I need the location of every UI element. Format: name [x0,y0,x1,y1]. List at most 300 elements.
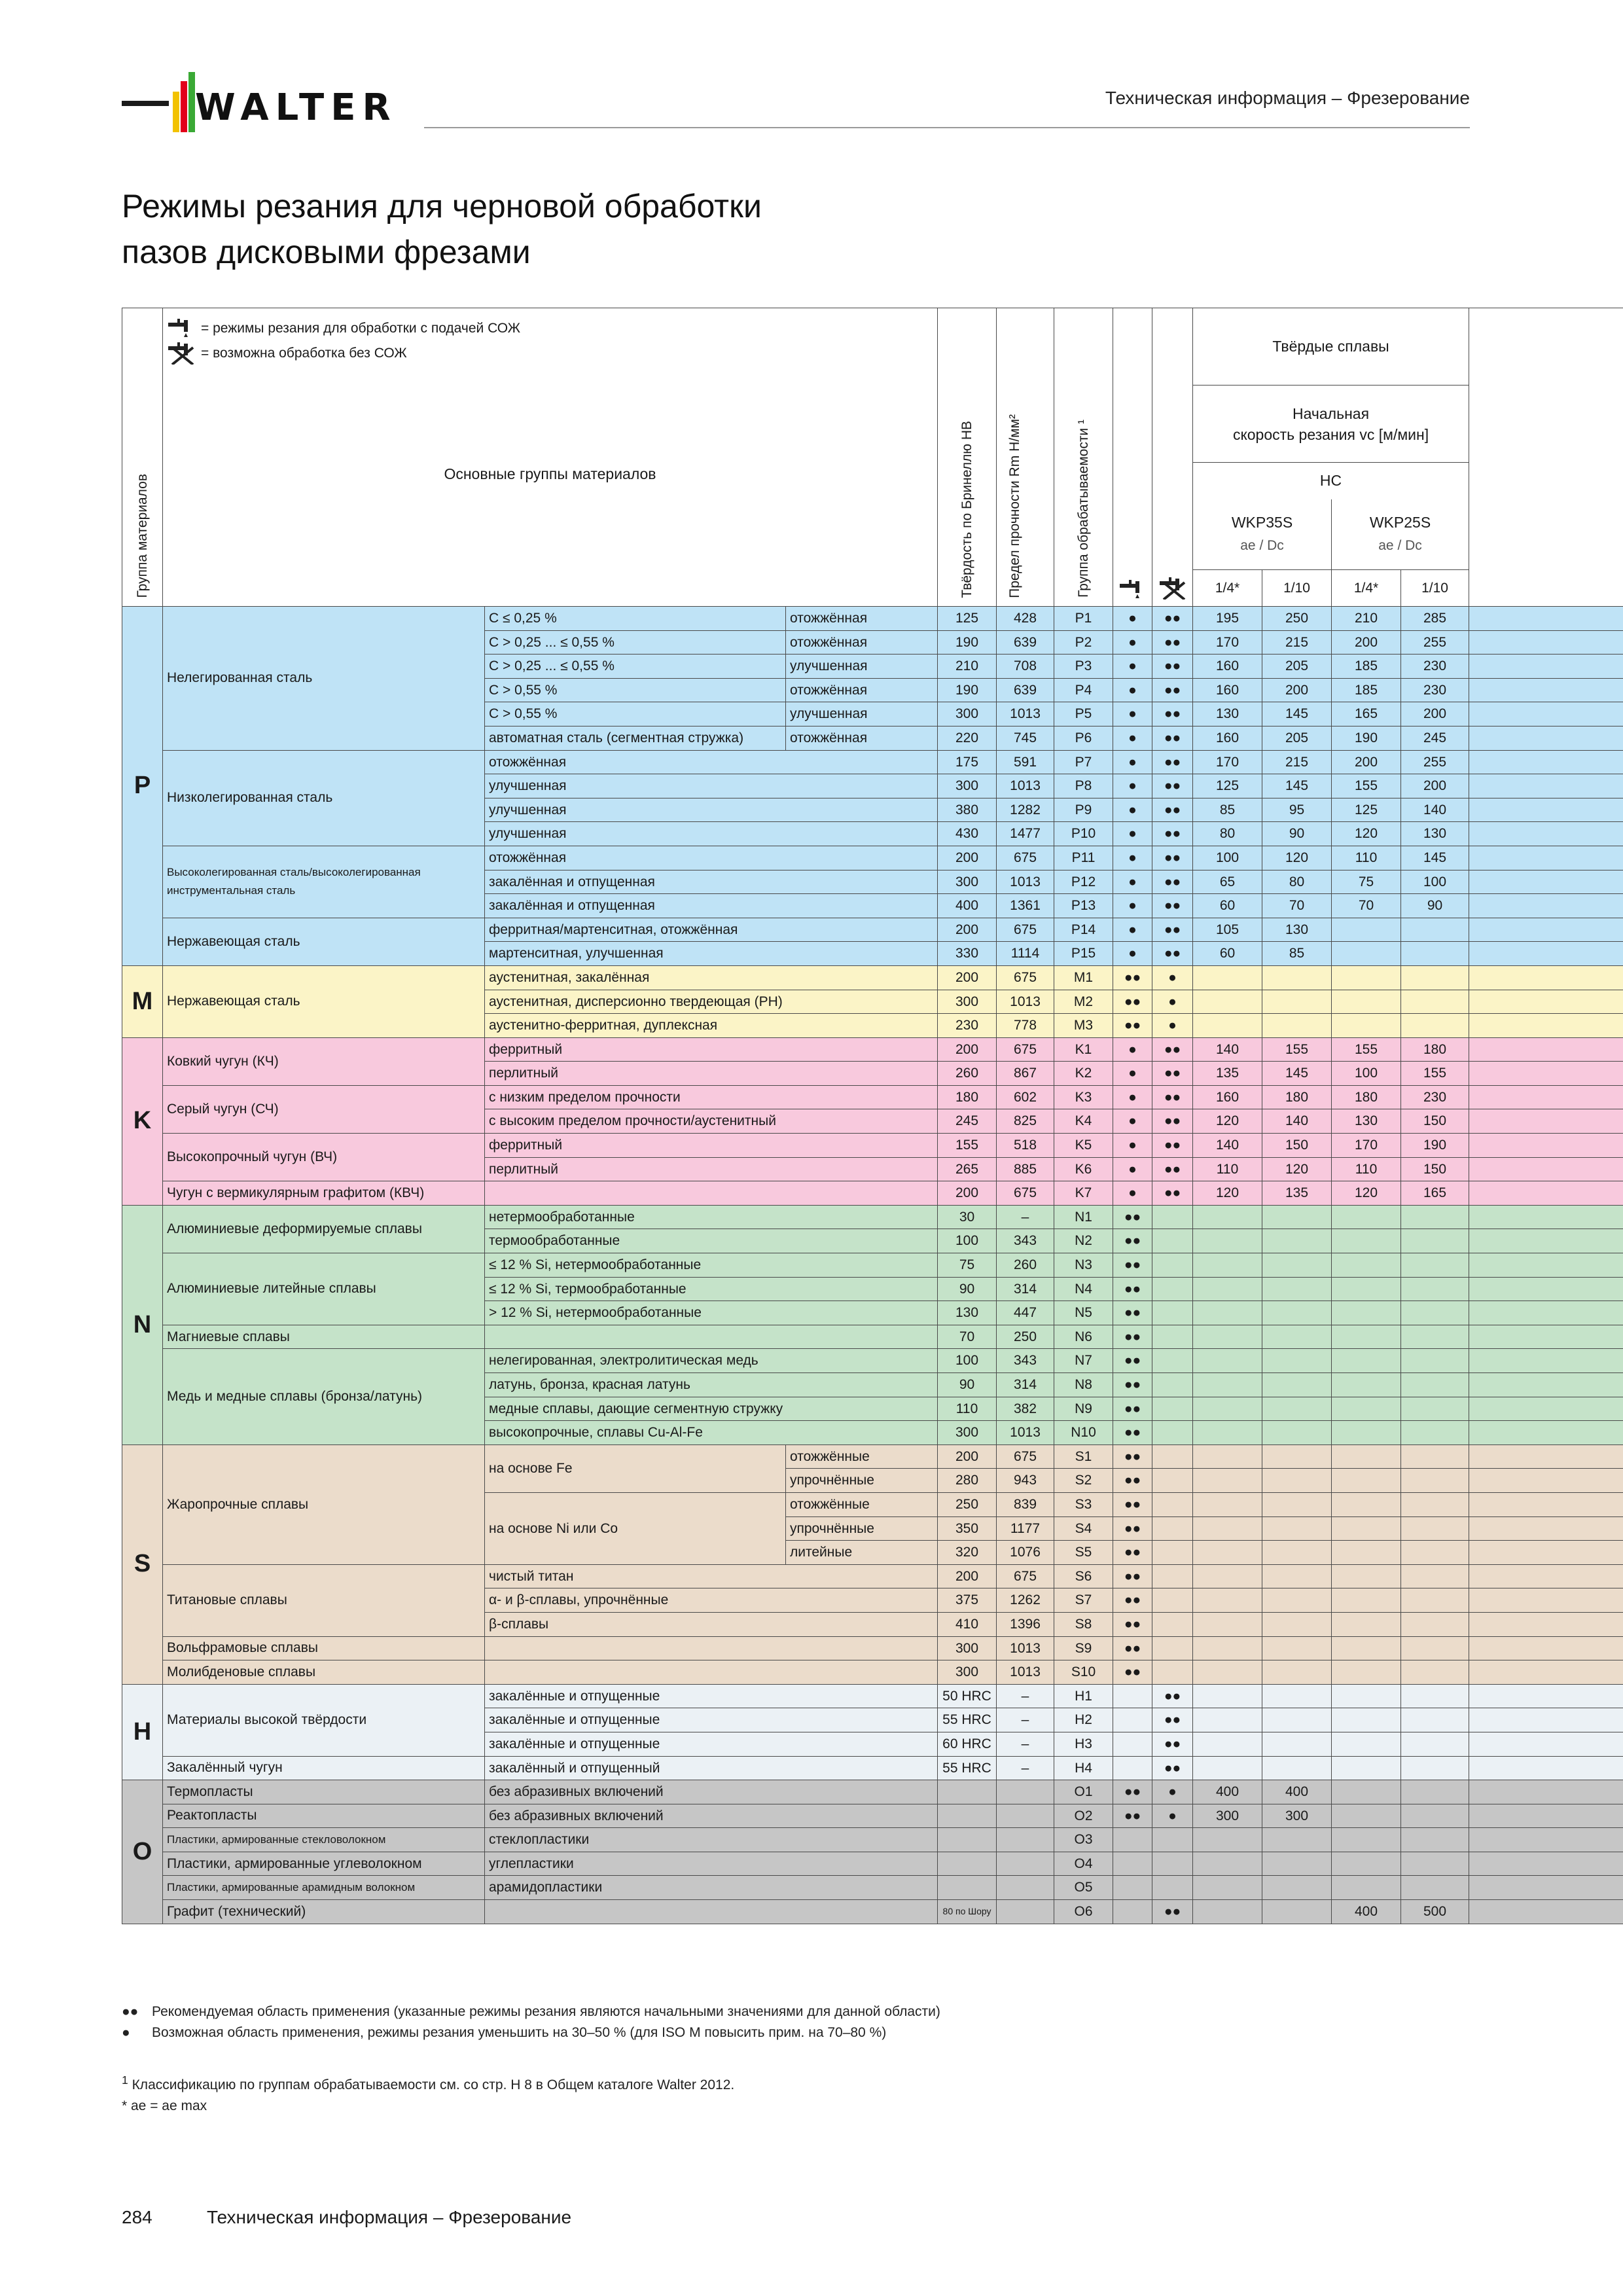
empty-right-cell [1469,1780,1623,1804]
hardness-header-label: Твёрдость по Бринеллю HB [959,420,974,598]
main-material-group: Молибденовые сплавы [163,1660,485,1685]
dry-suitability [1152,1660,1193,1685]
speed-wkp35s-quarter: 125 [1193,774,1262,798]
dry-suitability [1152,1253,1193,1278]
speed-wkp35s-tenth: 180 [1262,1085,1332,1109]
speed-wkp35s-tenth [1262,1205,1332,1229]
hardness-value: 300 [938,870,997,894]
dry-suitability: ●● [1152,918,1193,942]
material-condition: литейные [786,1541,938,1565]
speed-wkp35s-tenth [1262,1516,1332,1541]
dry-suitability [1152,1421,1193,1445]
speed-wkp35s-tenth: 90 [1262,822,1332,846]
dry-suitability: ●● [1152,1181,1193,1206]
speed-wkp35s-quarter: 195 [1193,607,1262,631]
material-subgroup: закалённые и отпущенные [485,1684,938,1708]
machinability-code: S1 [1054,1444,1113,1469]
hardness-value: 265 [938,1157,997,1181]
coolant-suitability: ● [1113,607,1152,631]
legend-dry-text: = возможна обработка без СОЖ [201,346,407,361]
material-group-letter: M [122,965,163,1037]
table-row [122,1828,1623,1852]
speed-wkp35s-quarter [1193,1253,1262,1278]
material-subgroup: C ≤ 0,25 % [485,607,786,631]
dry-suitability: ●● [1152,678,1193,702]
dry-suitability: ●● [1152,607,1193,631]
speed-wkp35s-quarter [1193,1756,1262,1780]
dry-suitability: ● [1152,1014,1193,1038]
speed-wkp35s-tenth [1262,1636,1332,1660]
speed-wkp35s-tenth [1262,1660,1332,1685]
speed-wkp25s-quarter [1332,1780,1401,1804]
empty-right-cell [1469,1181,1623,1206]
table-row [122,1876,1623,1900]
main-material-group: Нелегированная сталь [163,607,485,751]
material-condition: улучшенная [786,702,938,726]
main-material-group: Медь и медные сплавы (бронза/латунь) [163,1349,485,1444]
speed-wkp25s-quarter: 120 [1332,822,1401,846]
speed-wkp35s-tenth [1262,1732,1332,1756]
hc-header: HC [1193,463,1469,499]
notes [122,2001,940,2117]
tensile-strength-value: 314 [997,1373,1054,1397]
dry-suitability [1152,1876,1193,1900]
speed-wkp35s-quarter: 85 [1193,798,1262,822]
material-subgroup: на основе Fe [485,1444,786,1492]
speed-wkp35s-tenth: 70 [1262,894,1332,918]
coolant-suitability: ● [1113,846,1152,870]
main-groups-label: Основные группы материалов [444,465,656,482]
speed-header [1193,386,1469,463]
machinability-code: M3 [1054,1014,1113,1038]
speed-wkp35s-tenth [1262,1564,1332,1588]
machinability-code: K5 [1054,1134,1113,1158]
material-subgroup: на основе Ni или Co [485,1492,786,1564]
tensile-strength-value [997,1900,1054,1924]
hardness-value [938,1804,997,1828]
hardness-value: 200 [938,918,997,942]
hardness-value: 280 [938,1469,997,1493]
tensile-strength-value: 1396 [997,1612,1054,1636]
material-condition: упрочнённые [786,1469,938,1493]
table-row [122,846,1623,870]
empty-right-cell [1469,1660,1623,1685]
main-material-group: Нержавеющая сталь [163,918,485,965]
speed-wkp35s-quarter [1193,1900,1262,1924]
coolant-suitability [1113,1876,1152,1900]
hardness-value: 155 [938,1134,997,1158]
material-subgroup: закалённая и отпущенная [485,870,938,894]
machinability-code: S8 [1054,1612,1113,1636]
empty-right-cell [1469,1804,1623,1828]
dry-suitability: ●● [1152,726,1193,750]
dry-suitability: ● [1152,1804,1193,1828]
hardness-value: 330 [938,942,997,966]
speed-wkp35s-tenth [1262,1756,1332,1780]
tensile-strength-value: 382 [997,1397,1054,1421]
hardness-value [938,1828,997,1852]
empty-right-cell [1469,1062,1623,1086]
speed-wkp35s-tenth: 85 [1262,942,1332,966]
tensile-strength-value: 1013 [997,1636,1054,1660]
speed-wkp25s-tenth [1401,918,1469,942]
speed-wkp25s-tenth [1401,1229,1469,1253]
material-group-letter: S [122,1444,163,1684]
speed-wkp35s-tenth [1262,1612,1332,1636]
coolant-suitability: ● [1113,1085,1152,1109]
speed-wkp35s-tenth [1262,1876,1332,1900]
speed-wkp35s-quarter [1193,1876,1262,1900]
empty-right-cell [1469,1756,1623,1780]
empty-right-cell [1469,655,1623,679]
dry-suitability: ●● [1152,1708,1193,1732]
speed-wkp35s-quarter [1193,1397,1262,1421]
speed-wkp25s-quarter: 155 [1332,1037,1401,1062]
hardness-value: 260 [938,1062,997,1086]
hardness-value: 430 [938,822,997,846]
speed-wkp25s-tenth [1401,1253,1469,1278]
hardness-value: 80 по Шору [938,1900,997,1924]
machinability-code: S4 [1054,1516,1113,1541]
speed-wkp25s-quarter: 400 [1332,1900,1401,1924]
machinability-code: N4 [1054,1277,1113,1301]
speed-wkp35s-quarter [1193,1732,1262,1756]
material-subgroup: закалённый и отпущенный [485,1756,938,1780]
speed-wkp35s-quarter: 140 [1193,1134,1262,1158]
hardness-value: 75 [938,1253,997,1278]
speed-wkp35s-tenth [1262,1349,1332,1373]
empty-right-cell [1469,990,1623,1014]
tensile-strength-value: 839 [997,1492,1054,1516]
speed-wkp35s-tenth: 140 [1262,1109,1332,1134]
dry-suitability [1152,1828,1193,1852]
coolant-suitability: ● [1113,678,1152,702]
tensile-strength-value: – [997,1708,1054,1732]
material-condition: упрочнённые [786,1516,938,1541]
dry-suitability [1152,1541,1193,1565]
strength-header-label: Предел прочности Rm Н/мм² [1007,414,1022,598]
material-subgroup: отожжённая [485,846,938,870]
speed-wkp25s-tenth [1401,1684,1469,1708]
empty-right-cell [1469,1014,1623,1038]
hardness-value [938,1852,997,1876]
table-row [122,750,1623,774]
material-subgroup: с низким пределом прочности [485,1085,938,1109]
speed-wkp35s-tenth [1262,1421,1332,1445]
speed-wkp35s-quarter [1193,1636,1262,1660]
speed-wkp25s-quarter: 120 [1332,1181,1401,1206]
empty-right-cell [1469,607,1623,631]
dry-suitability: ●● [1152,1157,1193,1181]
grade1-sub1: 1/4* [1193,570,1262,607]
material-subgroup: нелегированная, электролитическая медь [485,1349,938,1373]
speed-wkp25s-tenth [1401,990,1469,1014]
machinability-header-label: Группа обрабатываемости ¹ [1075,420,1091,598]
speed-wkp35s-tenth [1262,1014,1332,1038]
coolant-suitability: ● [1113,702,1152,726]
speed-wkp25s-tenth [1401,1708,1469,1732]
hardness-value: 400 [938,894,997,918]
machinability-code: O6 [1054,1900,1113,1924]
coolant-suitability: ●● [1113,1564,1152,1588]
dry-machining-icon [167,342,196,365]
table-body [122,607,1623,1924]
empty-right-cell [1469,1492,1623,1516]
tensile-strength-value: 1361 [997,894,1054,918]
material-subgroup: латунь, бронза, красная латунь [485,1373,938,1397]
speed-wkp35s-quarter: 120 [1193,1109,1262,1134]
speed-wkp25s-quarter [1332,1541,1401,1565]
material-subgroup: ≤ 12 % Si, нетермообработанные [485,1253,938,1278]
table-row [122,1780,1623,1804]
machinability-code: O5 [1054,1876,1113,1900]
tensile-strength-value: 591 [997,750,1054,774]
speed-wkp35s-quarter [1193,990,1262,1014]
coolant-icon [167,319,196,338]
machinability-code: S5 [1054,1541,1113,1565]
coolant-suitability: ● [1113,630,1152,655]
speed-wkp25s-quarter [1332,1804,1401,1828]
speed-wkp25s-quarter: 165 [1332,702,1401,726]
logo-bar-red [181,81,187,132]
main-groups-header [163,308,938,607]
coolant-suitability: ●● [1113,1373,1152,1397]
speed-wkp35s-tenth [1262,1541,1332,1565]
speed-wkp25s-quarter [1332,1205,1401,1229]
material-subgroup: мартенситная, улучшенная [485,942,938,966]
dry-suitability [1152,1205,1193,1229]
speed-wkp25s-quarter [1332,1469,1401,1493]
speed-wkp35s-quarter [1193,1541,1262,1565]
speed-wkp35s-quarter: 160 [1193,655,1262,679]
hardness-value: 230 [938,1014,997,1038]
dry-suitability: ●● [1152,750,1193,774]
machinability-code: N8 [1054,1373,1113,1397]
tensile-strength-value: 778 [997,1014,1054,1038]
hardness-value: 55 HRC [938,1708,997,1732]
machinability-code: S9 [1054,1636,1113,1660]
tensile-strength-value: 1262 [997,1588,1054,1613]
speed-wkp35s-quarter [1193,1708,1262,1732]
material-subgroup [485,1325,938,1349]
speed-wkp25s-quarter [1332,1660,1401,1685]
dry-suitability: ●● [1152,894,1193,918]
speed-wkp25s-tenth: 230 [1401,655,1469,679]
speed-wkp35s-quarter [1193,1564,1262,1588]
speed-wkp25s-quarter [1332,1014,1401,1038]
material-condition: отожжённая [786,726,938,750]
speed-wkp25s-tenth: 165 [1401,1181,1469,1206]
material-subgroup: отожжённая [485,750,938,774]
machinability-code: N3 [1054,1253,1113,1278]
material-subgroup [485,1660,938,1685]
dry-suitability: ●● [1152,1085,1193,1109]
material-group-letter: H [122,1684,163,1780]
coolant-suitability [1113,1708,1152,1732]
speed-wkp25s-tenth [1401,1205,1469,1229]
dry-suitability [1152,1301,1193,1325]
tensile-strength-value: 825 [997,1109,1054,1134]
cutting-data-table-wrap [122,308,1623,1992]
coolant-suitability [1113,1828,1152,1852]
speed-wkp25s-tenth [1401,1516,1469,1541]
empty-right-header [1469,308,1623,607]
speed-wkp25s-quarter: 125 [1332,798,1401,822]
main-material-group: Пластики, армированные углеволокном [163,1852,485,1876]
dry-suitability: ●● [1152,846,1193,870]
material-subgroup: перлитный [485,1062,938,1086]
tensile-strength-value [997,1828,1054,1852]
machinability-code: P3 [1054,655,1113,679]
tensile-strength-value: 1114 [997,942,1054,966]
hardness-value: 55 HRC [938,1756,997,1780]
speed-wkp25s-tenth: 100 [1401,870,1469,894]
walter-logo [122,60,397,132]
speed-wkp35s-quarter [1193,1421,1262,1445]
table-row [122,1205,1623,1229]
speed-wkp35s-tenth: 205 [1262,726,1332,750]
material-subgroup: аустенитная, дисперсионно твердеющая (PH) [485,990,938,1014]
hardness-value: 375 [938,1588,997,1613]
main-material-group: Титановые сплавы [163,1564,485,1636]
hardness-value: 30 [938,1205,997,1229]
speed-wkp25s-tenth [1401,1444,1469,1469]
coolant-suitability: ● [1113,894,1152,918]
speed-wkp25s-quarter: 70 [1332,894,1401,918]
machinability-code: P1 [1054,607,1113,631]
hardness-value: 175 [938,750,997,774]
coolant-suitability [1113,1852,1152,1876]
hardness-value [938,1780,997,1804]
material-subgroup: чистый титан [485,1564,938,1588]
speed-wkp35s-quarter [1193,1444,1262,1469]
speed-wkp25s-quarter [1332,1564,1401,1588]
material-subgroup: улучшенная [485,822,938,846]
dry-suitability: ●● [1152,1732,1193,1756]
note-dots-1: ● [122,2025,130,2040]
hardness-value: 200 [938,1444,997,1469]
table-row [122,1660,1623,1685]
footnote-mark: 1 [122,2073,128,2087]
dry-suitability: ●● [1152,1037,1193,1062]
speed-wkp25s-tenth [1401,1660,1469,1685]
machinability-code: K6 [1054,1157,1113,1181]
machinability-code: P2 [1054,630,1113,655]
speed-wkp25s-tenth: 255 [1401,630,1469,655]
speed-wkp25s-tenth [1401,1828,1469,1852]
coolant-suitability: ● [1113,1134,1152,1158]
dry-suitability: ●● [1152,1900,1193,1924]
speed-wkp25s-tenth: 140 [1401,798,1469,822]
empty-right-cell [1469,1109,1623,1134]
speed-wkp25s-quarter [1332,1277,1401,1301]
coolant-suitability: ●● [1113,1804,1152,1828]
empty-right-cell [1469,1229,1623,1253]
tensile-strength-value: 943 [997,1469,1054,1493]
coolant-suitability: ●● [1113,1229,1152,1253]
material-group-letter: P [122,607,163,966]
main-material-group: Пластики, армированные стекловолокном [163,1828,485,1852]
empty-right-cell [1469,750,1623,774]
main-material-group: Графит (технический) [163,1900,485,1924]
speed-wkp25s-quarter [1332,1492,1401,1516]
tensile-strength-value: – [997,1756,1054,1780]
tensile-strength-value: 885 [997,1157,1054,1181]
tensile-strength-value [997,1876,1054,1900]
speed-wkp35s-quarter: 400 [1193,1780,1262,1804]
table-row [122,607,1623,631]
dry-suitability: ●● [1152,870,1193,894]
hardness-value: 300 [938,1421,997,1445]
speed-wkp25s-tenth [1401,1804,1469,1828]
empty-right-cell [1469,1612,1623,1636]
speed-wkp35s-tenth: 95 [1262,798,1332,822]
table-row [122,1253,1623,1278]
empty-right-cell [1469,965,1623,990]
coolant-suitability: ●● [1113,1469,1152,1493]
main-material-group: Нержавеющая сталь [163,965,485,1037]
coolant-column-icon [1118,580,1147,600]
speed-wkp25s-tenth [1401,1301,1469,1325]
main-material-group: Материалы высокой твёрдости [163,1684,485,1756]
speed-wkp35s-quarter: 300 [1193,1804,1262,1828]
material-subgroup: термообработанные [485,1229,938,1253]
machinability-header [1054,308,1113,607]
speed-wkp35s-quarter [1193,1828,1262,1852]
dry-suitability: ●● [1152,1109,1193,1134]
tensile-strength-value: 675 [997,965,1054,990]
speed-wkp35s-quarter [1193,1684,1262,1708]
tensile-strength-value: 518 [997,1134,1054,1158]
speed-wkp25s-tenth: 200 [1401,702,1469,726]
machinability-code: K1 [1054,1037,1113,1062]
main-material-group: Жаропрочные сплавы [163,1444,485,1564]
speed-wkp35s-quarter [1193,1469,1262,1493]
machinability-code: M2 [1054,990,1113,1014]
tensile-strength-value: 675 [997,1444,1054,1469]
machinability-code: P11 [1054,846,1113,870]
speed-wkp25s-quarter [1332,1684,1401,1708]
speed-wkp35s-tenth: 155 [1262,1037,1332,1062]
material-subgroup: β-сплавы [485,1612,938,1636]
coolant-suitability: ●● [1113,1780,1152,1804]
speed-wkp35s-tenth [1262,1492,1332,1516]
tensile-strength-value: 675 [997,1181,1054,1206]
main-material-group: Чугун с вермикулярным графитом (КВЧ) [163,1181,485,1206]
main-material-group: Высокопрочный чугун (ВЧ) [163,1134,485,1181]
machinability-code: P9 [1054,798,1113,822]
coolant-suitability: ● [1113,1062,1152,1086]
speed-wkp25s-tenth [1401,1588,1469,1613]
empty-right-cell [1469,1277,1623,1301]
speed-wkp25s-quarter [1332,1612,1401,1636]
material-subgroup: закалённые и отпущенные [485,1732,938,1756]
speed-wkp35s-tenth [1262,1229,1332,1253]
empty-right-cell [1469,1708,1623,1732]
coolant-suitability: ●● [1113,1301,1152,1325]
main-material-group: Магниевые сплавы [163,1325,485,1349]
machinability-code: P7 [1054,750,1113,774]
hardness-value: 200 [938,1037,997,1062]
speed-wkp25s-quarter [1332,1373,1401,1397]
hardness-value: 410 [938,1612,997,1636]
empty-right-cell [1469,1684,1623,1708]
empty-right-cell [1469,822,1623,846]
header-rule [424,127,1470,128]
speed-wkp25s-tenth [1401,1852,1469,1876]
speed-header-line2: скорость резания vc [м/мин] [1232,425,1429,443]
coolant-suitability: ●● [1113,1444,1152,1469]
